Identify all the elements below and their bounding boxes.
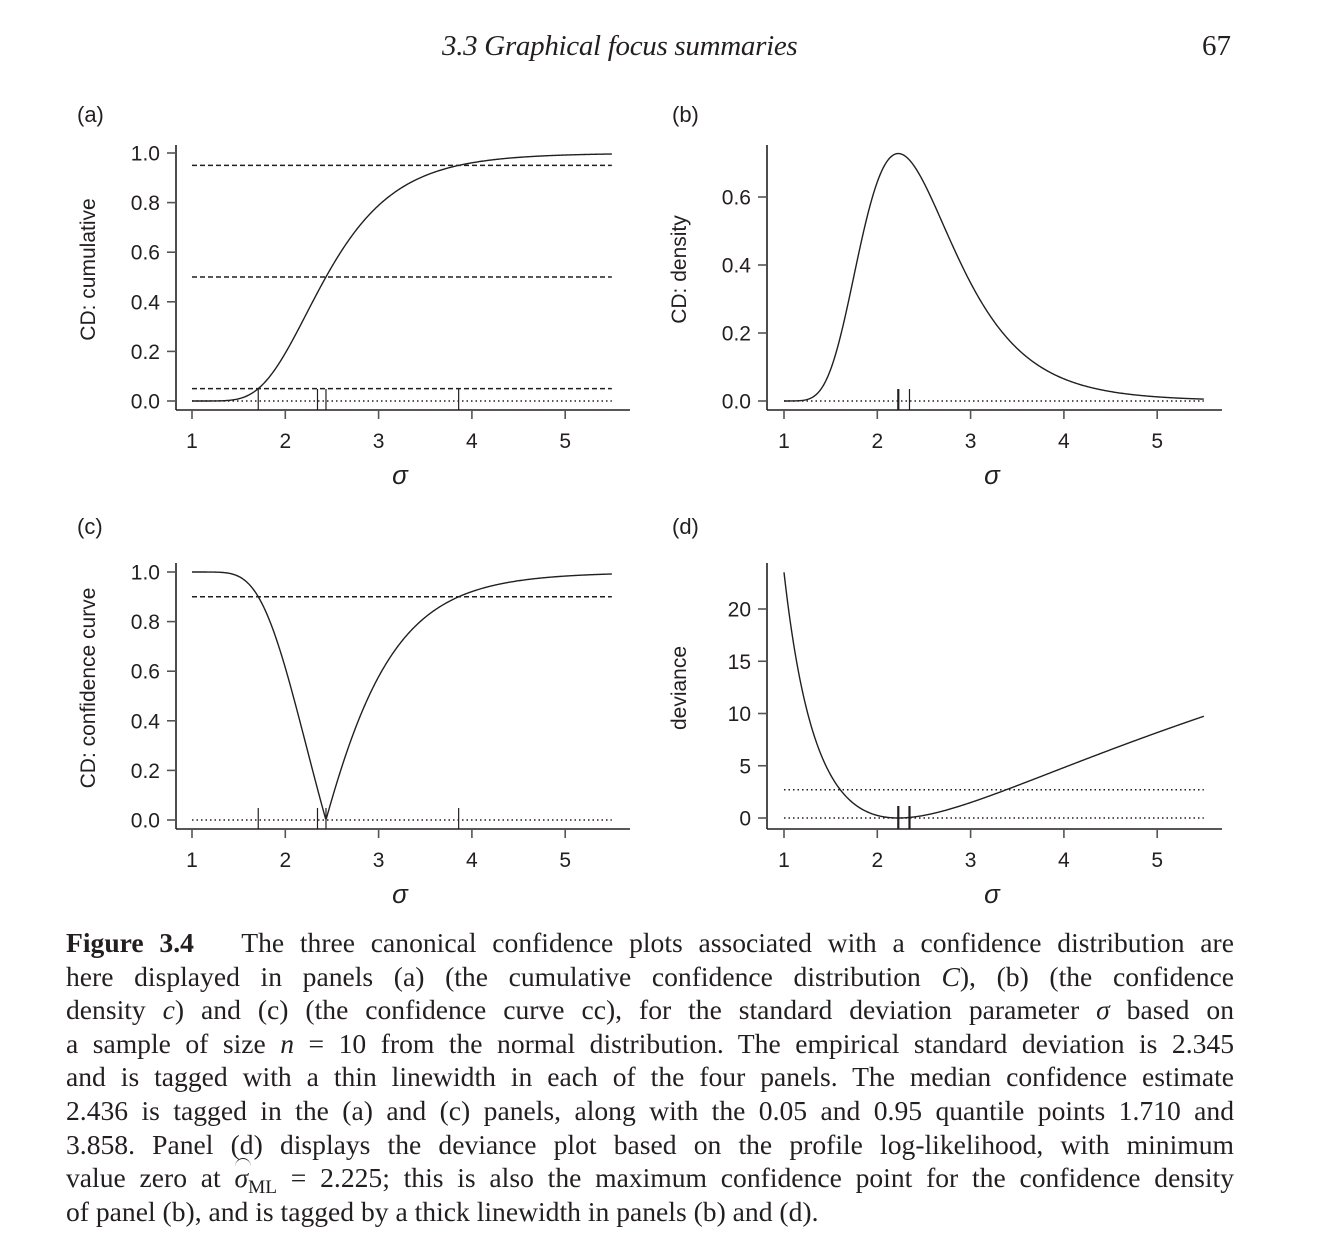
- caption-line-7: 3.858. Panel (d) displays the deviance plot based on the profile log-likelihood, with minimum: [66, 1128, 1234, 1160]
- x-tick-label: 4: [466, 430, 478, 453]
- y-tick-label: 0.2: [721, 322, 751, 346]
- y-tick-label: 0.8: [130, 611, 160, 635]
- caption-line-1: Figure 3.4 The three canonical confidence plots associated with a confidence distribution are: [66, 927, 1234, 958]
- x-tick-label: 2: [279, 430, 292, 453]
- page-number: 67: [1202, 30, 1231, 62]
- caption-line-4: a sample of size n = 10 from the normal distribution. The empirical standard deviation is 2.345: [66, 1027, 1234, 1059]
- y-tick-label: 0.0: [721, 390, 751, 414]
- y-tick-label: 0.4: [130, 291, 160, 315]
- x-tick-label: 3: [964, 849, 977, 872]
- panel-a: [77, 102, 630, 490]
- x-tick-label: 2: [871, 430, 884, 453]
- y-axis-label: CD: density: [668, 215, 691, 324]
- x-tick-label: 2: [871, 849, 884, 872]
- caption-line-8: value zero at $\sigma_{ML} = 2.225$; this is also the maximum confidence point for the confidence density: [66, 1162, 1234, 1199]
- y-tick-label: 0.6: [130, 241, 160, 265]
- x-tick-label: 2: [279, 849, 292, 872]
- x-tick-label: 1: [186, 849, 198, 872]
- y-tick-label: 0.4: [721, 254, 751, 278]
- y-tick-label: 0.0: [130, 390, 160, 414]
- x-tick-label: 1: [186, 430, 198, 453]
- y-tick-label: 0.8: [130, 192, 160, 216]
- y-axis-label: deviance: [668, 645, 691, 731]
- y-tick-label: 15: [727, 650, 751, 674]
- y-tick-label: 1.0: [130, 142, 160, 166]
- x-axis-label: σ: [984, 879, 1000, 909]
- y-axis-label: CD: cumulative: [77, 198, 100, 341]
- y-tick-label: 0: [739, 807, 751, 831]
- panel-d: [668, 514, 1222, 909]
- panel-label: (b): [672, 102, 699, 127]
- y-tick-label: 0.6: [721, 186, 751, 210]
- caption-line-3: density c) and (c) (the confidence curve cc), for the standard deviation parameter σ based on: [66, 994, 1235, 1026]
- sigma-hat: σ: [234, 1162, 249, 1194]
- y-tick-label: 0.0: [130, 809, 160, 833]
- x-tick-label: 4: [1058, 430, 1070, 453]
- figure-caption: [66, 926, 1234, 1228]
- y-tick-label: 5: [739, 755, 751, 779]
- panel-label: (a): [77, 102, 104, 127]
- x-tick-label: 1: [778, 849, 790, 872]
- caption-line-9: of panel (b), and is tagged by a thick linewidth in panels (b) and (d).: [66, 1195, 819, 1227]
- panel-label: (c): [77, 514, 103, 539]
- y-tick-label: 0.6: [130, 660, 160, 684]
- caption-line-2: here displayed in panels (a) (the cumulative confidence distribution C), (b) (the confidence: [66, 960, 1234, 992]
- x-tick-label: 1: [778, 430, 790, 453]
- curve-density: [784, 154, 1204, 401]
- caption-line-6: 2.436 is tagged in the (a) and (c) panels, along with the 0.05 and 0.95 quantile points 1.710 and: [66, 1094, 1234, 1126]
- curve-confidence-curve: [192, 572, 612, 819]
- caption-line-5: and is tagged with a thin linewidth in each of the four panels. The median confidence estimate: [66, 1061, 1234, 1093]
- y-tick-label: 0.2: [130, 759, 160, 783]
- x-tick-label: 5: [1151, 849, 1164, 872]
- panel-label: (d): [672, 514, 699, 539]
- figure-label: Figure 3.4: [66, 927, 194, 958]
- y-tick-label: 1.0: [130, 561, 160, 585]
- x-tick-label: 5: [1151, 430, 1164, 453]
- x-tick-label: 3: [372, 849, 385, 872]
- y-tick-label: 10: [727, 703, 751, 726]
- panel-c: [77, 514, 630, 909]
- y-tick-label: 0.4: [130, 710, 160, 734]
- x-axis-label: σ: [392, 879, 408, 909]
- x-axis-label: σ: [392, 460, 408, 490]
- x-tick-label: 3: [964, 430, 977, 453]
- x-tick-label: 4: [466, 849, 478, 872]
- x-tick-label: 5: [559, 430, 572, 453]
- y-axis-label: CD: confidence curve: [77, 587, 100, 789]
- x-tick-label: 4: [1058, 849, 1070, 872]
- running-head: 3.3 Graphical focus summaries: [442, 30, 798, 62]
- y-tick-label: 20: [727, 598, 751, 622]
- y-tick-label: 0.2: [130, 340, 160, 364]
- x-axis-label: σ: [984, 460, 1000, 490]
- panel-b: [668, 102, 1222, 490]
- x-tick-label: 3: [372, 430, 385, 453]
- x-tick-label: 5: [559, 849, 572, 872]
- curve-deviance: [784, 572, 1204, 818]
